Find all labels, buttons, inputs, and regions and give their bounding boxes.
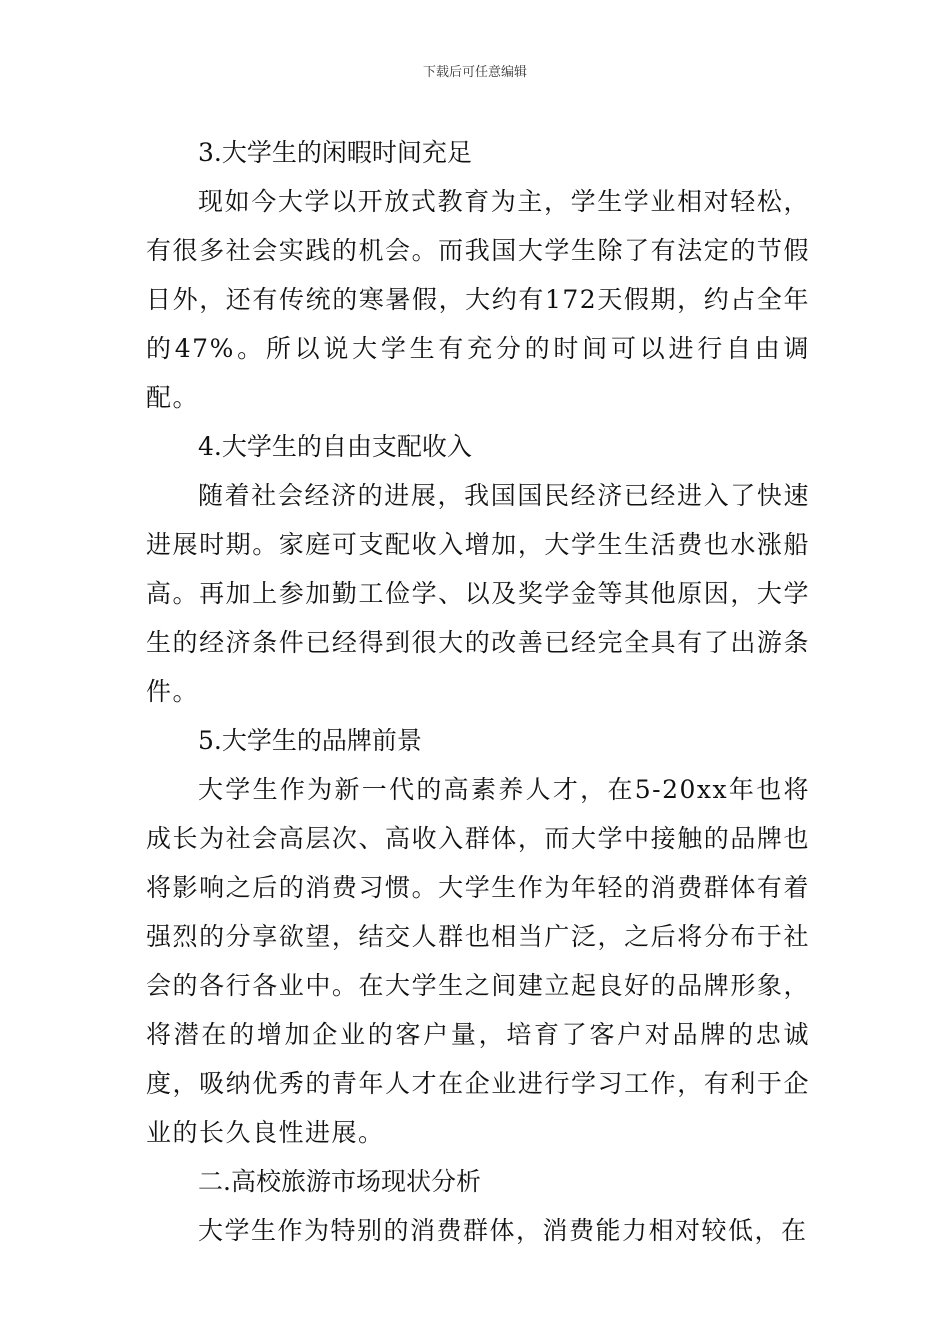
section-heading-5: 5.大学生的品牌前景 bbox=[198, 726, 422, 755]
paragraph-leisure-time: 现如今大学以开放式教育为主，学生学业相对轻松，有很多社会实践的机会。而我国大学生除了有法定的节假日外，还有传统的寒暑假，大约有172天假期，约占全年的47%。所以说大学生有充分的时间可以进行自由调配。 bbox=[146, 187, 810, 412]
section-heading-3: 3.大学生的闲暇时间充足 bbox=[198, 138, 472, 167]
section-heading-market-analysis: 二.高校旅游市场现状分析 bbox=[198, 1167, 481, 1196]
paragraph-disposable-income: 随着社会经济的进展，我国国民经济已经进入了快速进展时期。家庭可支配收入增加，大学生生活费也水涨船高。再加上参加勤工俭学、以及奖学金等其他原因，大学生的经济条件已经得到很大的改善已经完全具有了出游条件。 bbox=[146, 481, 810, 706]
page-header-note: 下载后可任意编辑 bbox=[422, 65, 527, 80]
document-body bbox=[146, 128, 810, 1255]
paragraph-brand-prospect: 大学生作为新一代的高素养人才，在5-20xx年也将成长为社会高层次、高收入群体，而大学中接触的品牌也将影响之后的消费习惯。大学生作为年轻的消费群体有着强烈的分享欲望，结交人群也相当广泛，之后将分布于社会的各行各业中。在大学生之间建立起良好的品牌形象，将潜在的增加企业的客户量，培育了客户对品牌的忠诚度，吸纳优秀的青年人才在企业进行学习工作，有利于企业的长久良性进展。 bbox=[146, 775, 810, 1147]
section-heading-4: 4.大学生的自由支配收入 bbox=[198, 432, 472, 461]
paragraph-market-intro: 大学生作为特别的消费群体，消费能力相对较低，在 bbox=[198, 1216, 808, 1245]
